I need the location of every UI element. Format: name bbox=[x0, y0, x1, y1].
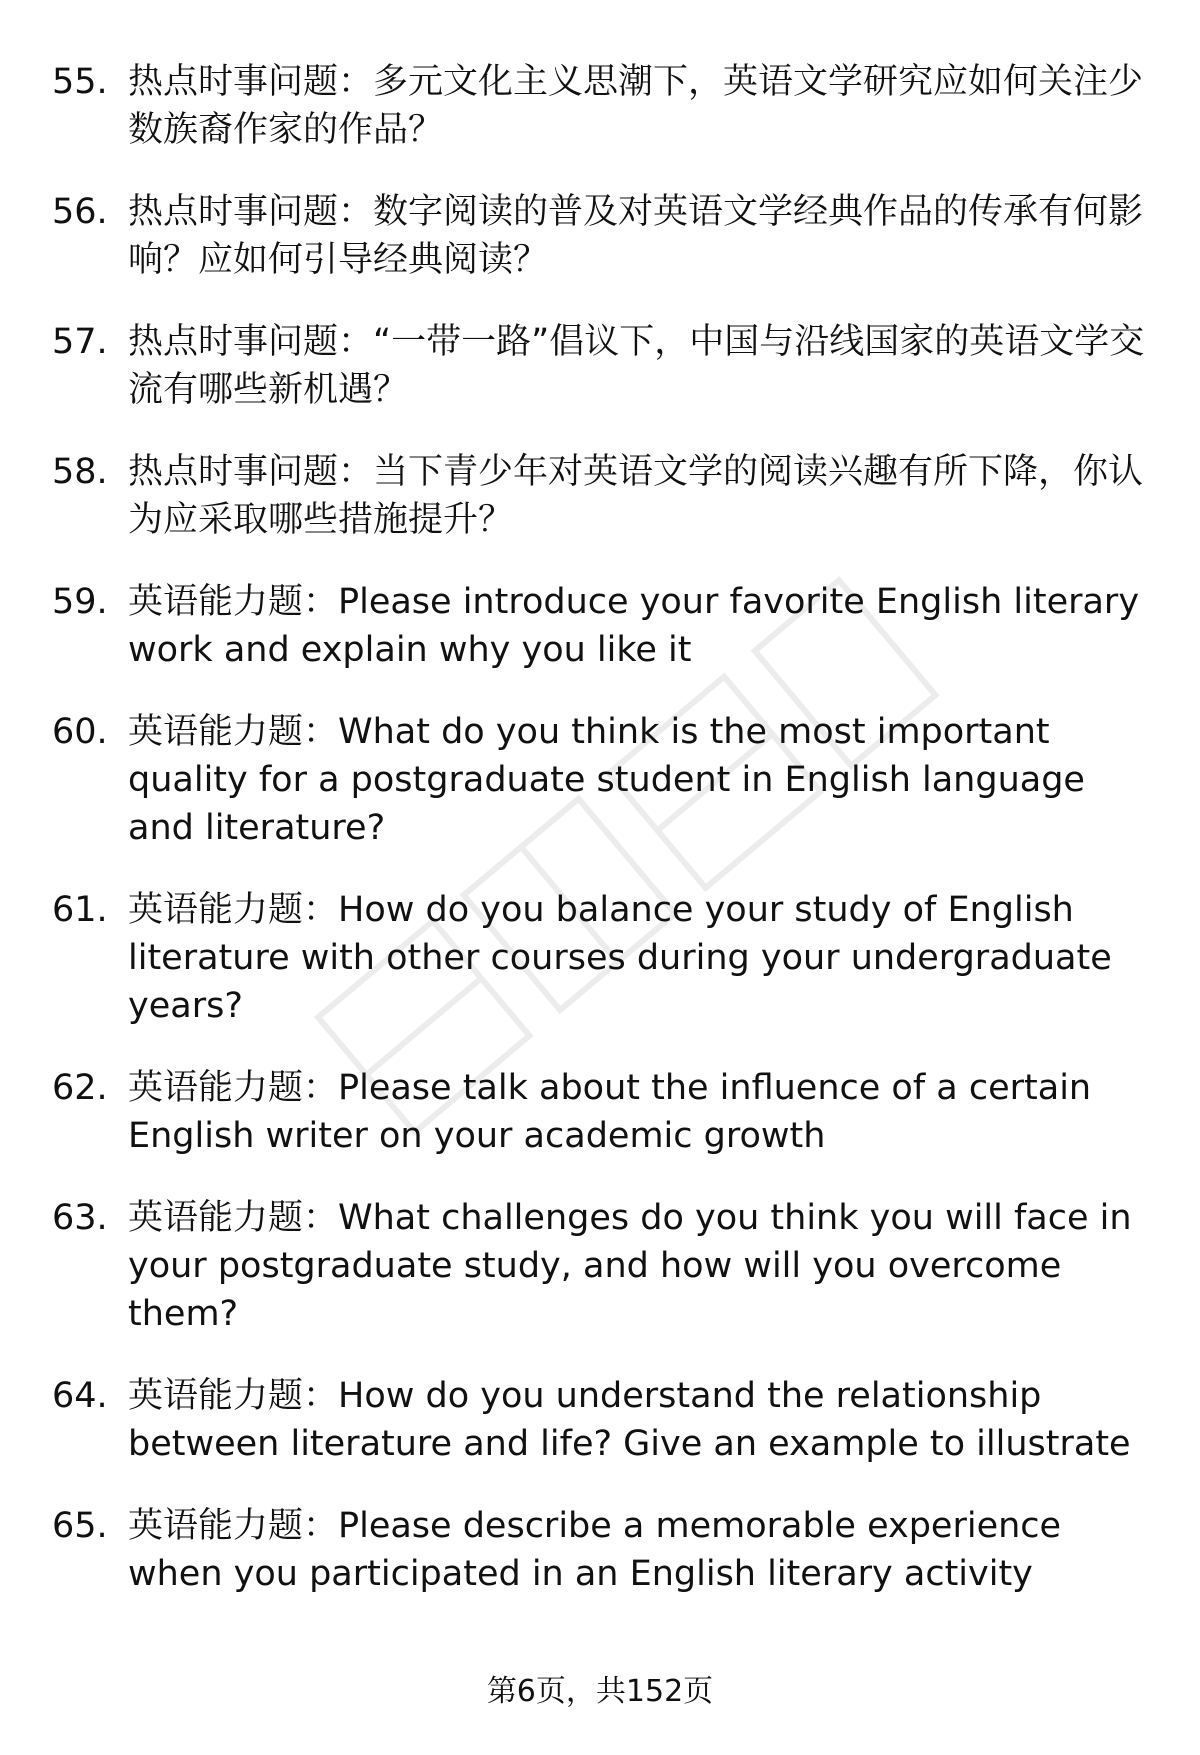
question-number: 62. bbox=[52, 1068, 108, 1108]
question-number: 61. bbox=[52, 890, 108, 930]
question-number: 56. bbox=[52, 192, 108, 232]
question-text: 英语能力题：How do you understand the relationship between literature and life? Give an example to illustrate bbox=[128, 1376, 1131, 1464]
question-number: 55. bbox=[52, 62, 108, 102]
question-item-61 bbox=[52, 886, 1150, 1064]
question-number: 65. bbox=[52, 1506, 108, 1546]
question-item-60 bbox=[52, 708, 1150, 886]
question-text: 英语能力题：What do you think is the most important quality for a postgraduate student in English language and literature? bbox=[128, 712, 1085, 848]
question-item-57 bbox=[52, 318, 1150, 448]
question-number: 60. bbox=[52, 712, 108, 752]
question-text: 热点时事问题：多元文化主义思潮下，英语文学研究应如何关注少数族裔作家的作品？ bbox=[128, 62, 1144, 150]
page-footer bbox=[0, 1672, 1200, 1712]
question-list bbox=[52, 58, 1150, 1632]
question-item-63 bbox=[52, 1194, 1150, 1372]
question-number: 58. bbox=[52, 452, 108, 492]
question-text: 热点时事问题：数字阅读的普及对英语文学经典作品的传承有何影响？应如何引导经典阅读？ bbox=[128, 192, 1144, 280]
question-text: 热点时事问题：“一带一路”倡议下，中国与沿线国家的英语文学交流有哪些新机遇？ bbox=[128, 322, 1145, 410]
question-text: 热点时事问题：当下青少年对英语文学的阅读兴趣有所下降，你认为应采取哪些措施提升？ bbox=[128, 452, 1144, 540]
question-number: 59. bbox=[52, 582, 108, 622]
question-item-58 bbox=[52, 448, 1150, 578]
question-text: 英语能力题：Please introduce your favorite English literary work and explain why you like it bbox=[128, 582, 1140, 670]
question-item-64 bbox=[52, 1372, 1150, 1502]
question-number: 63. bbox=[52, 1198, 108, 1238]
question-item-65 bbox=[52, 1502, 1150, 1632]
question-item-59 bbox=[52, 578, 1150, 708]
question-text: 英语能力题：How do you balance your study of English literature with other courses during your undergraduate years? bbox=[128, 890, 1112, 1026]
question-text: 英语能力题：What challenges do you think you will face in your postgraduate study, and how will you overcome them? bbox=[128, 1198, 1132, 1334]
page-number-label: 第6页，共152页 bbox=[486, 1674, 714, 1709]
question-number: 64. bbox=[52, 1376, 108, 1416]
question-number: 57. bbox=[52, 322, 108, 362]
question-item-56 bbox=[52, 188, 1150, 318]
question-text: 英语能力题：Please talk about the influence of a certain English writer on your academic growth bbox=[128, 1068, 1092, 1156]
question-item-55 bbox=[52, 58, 1150, 188]
question-item-62 bbox=[52, 1064, 1150, 1194]
question-text: 英语能力题：Please describe a memorable experience when you participated in an English literary activity bbox=[128, 1506, 1062, 1594]
